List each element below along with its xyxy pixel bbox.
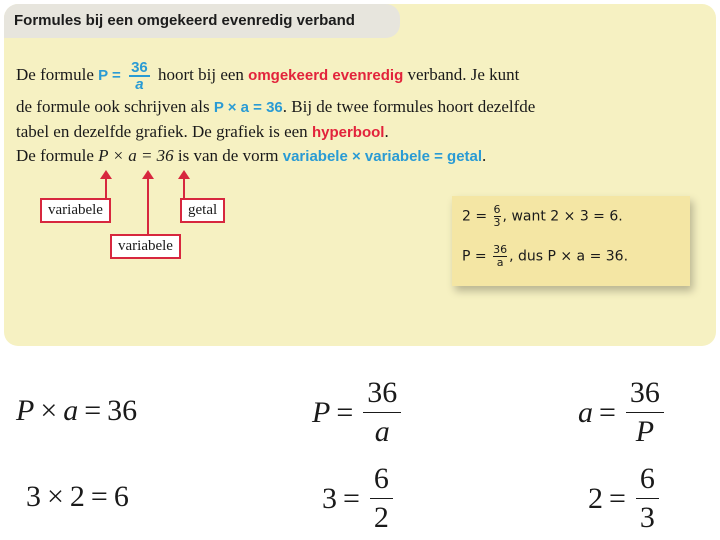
note2-rest: , dus P × a = 36. [509,248,629,265]
tag-getal: getal [180,198,225,223]
line1-den: a [135,76,144,93]
eq3-eq: = [599,395,616,429]
arrow-middle [147,178,149,234]
line2-pre: de formule ook schrijven als [16,97,210,116]
note1-lhs: 2 = [462,208,488,225]
text-line-3 [16,122,389,142]
tag-variabele-left: variabele [40,198,111,223]
line4-mid: is van de vorm [177,146,279,165]
eq6-num: 6 [636,460,659,499]
eq5-num: 6 [370,460,393,499]
text-line-1 [16,60,519,92]
line4-formula: P × a = 36 [98,146,174,165]
eq4-a: 3 [26,480,41,513]
line4-highlight: variabele × variabele = getal [282,148,483,165]
note2-den: a [496,256,504,269]
eq3-lhs: a [578,395,593,429]
line4-pre: De formule [16,146,94,165]
eq4-b: 2 [69,480,85,513]
equation-3-times-2 [26,480,129,514]
line1-mid: hoort bij een [158,64,244,84]
eq5-fraction [370,460,393,537]
equation-p-times-a [16,394,137,428]
eq3-num: 36 [626,374,664,413]
eq3-den: P [635,415,655,448]
line2-formula: P × a = 36 [213,99,283,116]
note1-fraction [494,204,501,229]
note-line-1 [462,204,623,229]
line1-highlight: omgekeerd evenredig [248,66,404,84]
eq6-lhs: 2 [588,481,603,515]
line3-post: . [384,122,389,141]
eq1-a: P [16,394,35,427]
note1-num: 6 [493,203,501,216]
line1-pre: De formule [16,64,94,84]
arrow-right [183,178,185,198]
line1-post: verband. Je kunt [407,64,520,84]
eq2-fraction [363,374,401,451]
note1-den: 3 [493,216,501,229]
line3-pre: tabel en dezelfde grafiek. De grafiek is een [16,122,308,141]
note-line-2 [462,244,628,269]
eq4-eq: = [90,480,108,513]
eq2-num: 36 [363,374,401,413]
eq6-fraction [636,460,659,537]
note2-num: 36 [493,243,508,256]
eq2-eq: = [336,395,354,429]
arrow-left [105,178,107,198]
equation-2-fraction [588,460,659,537]
line1-lhs: P = [98,66,121,84]
eq1-b: a [63,394,79,427]
eq1-op: × [40,394,58,427]
eq3-fraction [626,374,664,451]
tag-variabele-middle: variabele [110,234,181,259]
panel-title: Formules bij een omgekeerd evenredig verband [14,12,355,29]
eq2-lhs: P [312,395,331,429]
line1-fraction [129,60,150,92]
eq2-den: a [374,415,390,448]
equation-a-fraction [578,374,664,451]
note1-rest: , want 2 × 3 = 6. [502,208,623,225]
handwritten-note [452,196,690,286]
eq6-eq: = [609,481,626,515]
eq5-eq: = [343,481,360,515]
text-line-4 [16,146,486,166]
note2-fraction [493,244,507,269]
note2-lhs: P = [462,248,487,265]
eq1-c: 36 [107,394,138,427]
equation-3-fraction [322,460,393,537]
eq6-den: 3 [639,501,655,534]
equation-p-fraction [312,374,401,451]
line1-num: 36 [131,59,148,76]
eq4-c: 6 [113,480,129,513]
eq5-lhs: 3 [322,481,337,515]
eq5-den: 2 [373,501,389,534]
eq4-op: × [47,480,64,513]
line4-post: . [482,146,487,165]
text-line-2 [16,97,535,117]
eq1-eq: = [84,394,102,427]
line3-highlight: hyperbool [311,124,385,141]
line2-post: . Bij de twee formules hoort dezelfde [282,97,536,116]
